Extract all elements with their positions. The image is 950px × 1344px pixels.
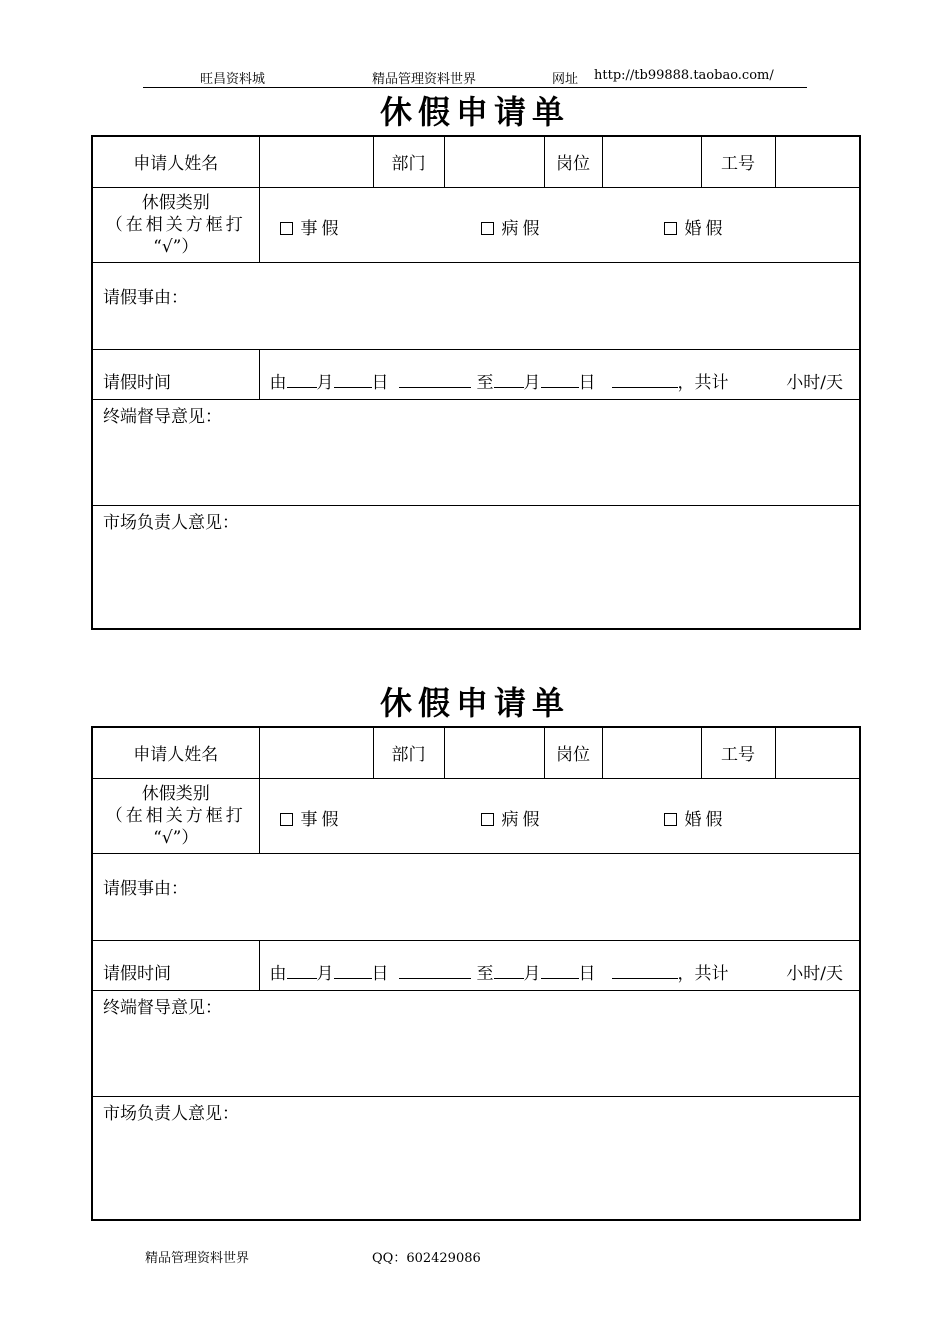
department-field[interactable] bbox=[444, 727, 544, 778]
to-day-blank[interactable] bbox=[541, 964, 579, 979]
position-label: 岗位 bbox=[544, 136, 602, 187]
position-label: 岗位 bbox=[544, 727, 602, 778]
department-field[interactable] bbox=[444, 136, 544, 187]
market-opinion-label: 市场负责人意见： bbox=[103, 1103, 239, 1124]
checkbox-icon[interactable] bbox=[664, 813, 677, 826]
unit-label: 小时/天 bbox=[786, 963, 843, 984]
market-opinion-label: 市场负责人意见： bbox=[103, 512, 239, 533]
leave-category-row bbox=[92, 778, 860, 853]
footer-world-name: 精品管理资料世界 bbox=[145, 1251, 250, 1266]
reason-row bbox=[92, 853, 860, 940]
market-opinion-row bbox=[92, 505, 860, 629]
reason-field[interactable] bbox=[92, 853, 860, 940]
department-label: 部门 bbox=[373, 136, 444, 187]
leave-category-options bbox=[260, 188, 860, 262]
supervisor-opinion-label: 终端督导意见： bbox=[103, 997, 222, 1018]
leave-time-field[interactable] bbox=[260, 941, 860, 990]
position-field[interactable] bbox=[602, 136, 701, 187]
unit-label: 小时/天 bbox=[786, 372, 843, 393]
header-url-label: 网址 bbox=[552, 72, 579, 87]
form-title: 休假申请单 bbox=[379, 93, 570, 131]
applicant-name-field[interactable] bbox=[259, 727, 373, 778]
to-time-blank[interactable] bbox=[612, 373, 678, 388]
checkbox-icon[interactable] bbox=[481, 813, 494, 826]
day-label: 日 bbox=[371, 963, 389, 984]
supervisor-opinion-row bbox=[92, 399, 860, 505]
option-label: 病假 bbox=[501, 809, 544, 830]
leave-category-options bbox=[260, 779, 860, 853]
leave-time-row bbox=[92, 349, 860, 399]
to-label: 至 bbox=[476, 372, 494, 393]
option-personal-leave[interactable] bbox=[280, 214, 343, 239]
month-label: 月 bbox=[523, 963, 541, 984]
employee-id-field[interactable] bbox=[775, 727, 860, 778]
leave-form-2 bbox=[91, 683, 859, 1223]
leave-form-1 bbox=[91, 92, 859, 632]
market-opinion-field[interactable] bbox=[92, 1096, 860, 1220]
option-label: 婚假 bbox=[684, 218, 727, 239]
from-day-blank[interactable] bbox=[334, 964, 372, 979]
leave-time-label: 请假时间 bbox=[92, 940, 259, 990]
leave-category-check-mark: “√”） bbox=[153, 827, 199, 848]
reason-row bbox=[92, 262, 860, 349]
supervisor-opinion-field[interactable] bbox=[92, 399, 860, 505]
supervisor-opinion-field[interactable] bbox=[92, 990, 860, 1096]
from-month-blank[interactable] bbox=[287, 964, 317, 979]
employee-id-label: 工号 bbox=[701, 727, 775, 778]
supervisor-opinion-row bbox=[92, 990, 860, 1096]
total-label: 共计 bbox=[694, 963, 729, 984]
checkbox-icon[interactable] bbox=[280, 813, 293, 826]
to-time-blank[interactable] bbox=[612, 964, 678, 979]
option-marriage-leave[interactable] bbox=[664, 805, 727, 830]
leave-category-hint: （在相关方框打 bbox=[105, 214, 246, 235]
applicant-name-label: 申请人姓名 bbox=[92, 727, 259, 778]
leave-category-row bbox=[92, 187, 860, 262]
option-marriage-leave[interactable] bbox=[664, 214, 727, 239]
comma: ， bbox=[677, 372, 695, 393]
leave-time-field[interactable] bbox=[260, 350, 860, 399]
header-url[interactable]: http://tb99888.taobao.com/ bbox=[594, 68, 774, 83]
day-label: 日 bbox=[578, 963, 596, 984]
leave-category-label bbox=[92, 778, 259, 853]
leave-category-check-mark: “√”） bbox=[153, 236, 199, 257]
option-sick-leave[interactable] bbox=[481, 214, 544, 239]
leave-category-title: 休假类别 bbox=[141, 783, 210, 804]
from-month-blank[interactable] bbox=[287, 373, 317, 388]
from-time-blank[interactable] bbox=[399, 373, 471, 388]
to-month-blank[interactable] bbox=[494, 964, 524, 979]
header-shop-name: 旺昌资料城 bbox=[200, 72, 266, 87]
option-label: 事假 bbox=[300, 218, 343, 239]
to-month-blank[interactable] bbox=[494, 373, 524, 388]
month-label: 月 bbox=[316, 372, 334, 393]
header-rule bbox=[143, 87, 807, 88]
to-label: 至 bbox=[476, 963, 494, 984]
applicant-row bbox=[92, 136, 860, 187]
header-world-name: 精品管理资料世界 bbox=[372, 72, 477, 87]
option-sick-leave[interactable] bbox=[481, 805, 544, 830]
leave-category-hint: （在相关方框打 bbox=[105, 805, 246, 826]
checkbox-icon[interactable] bbox=[481, 222, 494, 235]
from-label: 由 bbox=[269, 372, 287, 393]
form-table bbox=[91, 135, 861, 630]
to-day-blank[interactable] bbox=[541, 373, 579, 388]
applicant-name-field[interactable] bbox=[259, 136, 373, 187]
from-label: 由 bbox=[269, 963, 287, 984]
reason-label: 请假事由： bbox=[103, 287, 188, 308]
leave-category-title: 休假类别 bbox=[141, 192, 210, 213]
checkbox-icon[interactable] bbox=[280, 222, 293, 235]
option-label: 婚假 bbox=[684, 809, 727, 830]
employee-id-label: 工号 bbox=[701, 136, 775, 187]
form-table bbox=[91, 726, 861, 1221]
reason-field[interactable] bbox=[92, 262, 860, 349]
comma: ， bbox=[677, 963, 695, 984]
leave-time-label: 请假时间 bbox=[92, 349, 259, 399]
total-label: 共计 bbox=[694, 372, 729, 393]
form-title: 休假申请单 bbox=[379, 684, 570, 722]
footer-qq: QQ：602429086 bbox=[372, 1251, 481, 1266]
market-opinion-row bbox=[92, 1096, 860, 1220]
reason-label: 请假事由： bbox=[103, 878, 188, 899]
from-time-blank[interactable] bbox=[399, 964, 471, 979]
checkbox-icon[interactable] bbox=[664, 222, 677, 235]
from-day-blank[interactable] bbox=[334, 373, 372, 388]
market-opinion-field[interactable] bbox=[92, 505, 860, 629]
supervisor-opinion-label: 终端督导意见： bbox=[103, 406, 222, 427]
department-label: 部门 bbox=[373, 727, 444, 778]
month-label: 月 bbox=[316, 963, 334, 984]
applicant-name-label: 申请人姓名 bbox=[92, 136, 259, 187]
day-label: 日 bbox=[371, 372, 389, 393]
employee-id-field[interactable] bbox=[775, 136, 860, 187]
month-label: 月 bbox=[523, 372, 541, 393]
option-personal-leave[interactable] bbox=[280, 805, 343, 830]
position-field[interactable] bbox=[602, 727, 701, 778]
applicant-row bbox=[92, 727, 860, 778]
leave-time-row bbox=[92, 940, 860, 990]
option-label: 事假 bbox=[300, 809, 343, 830]
day-label: 日 bbox=[578, 372, 596, 393]
option-label: 病假 bbox=[501, 218, 544, 239]
leave-category-label bbox=[92, 187, 259, 262]
